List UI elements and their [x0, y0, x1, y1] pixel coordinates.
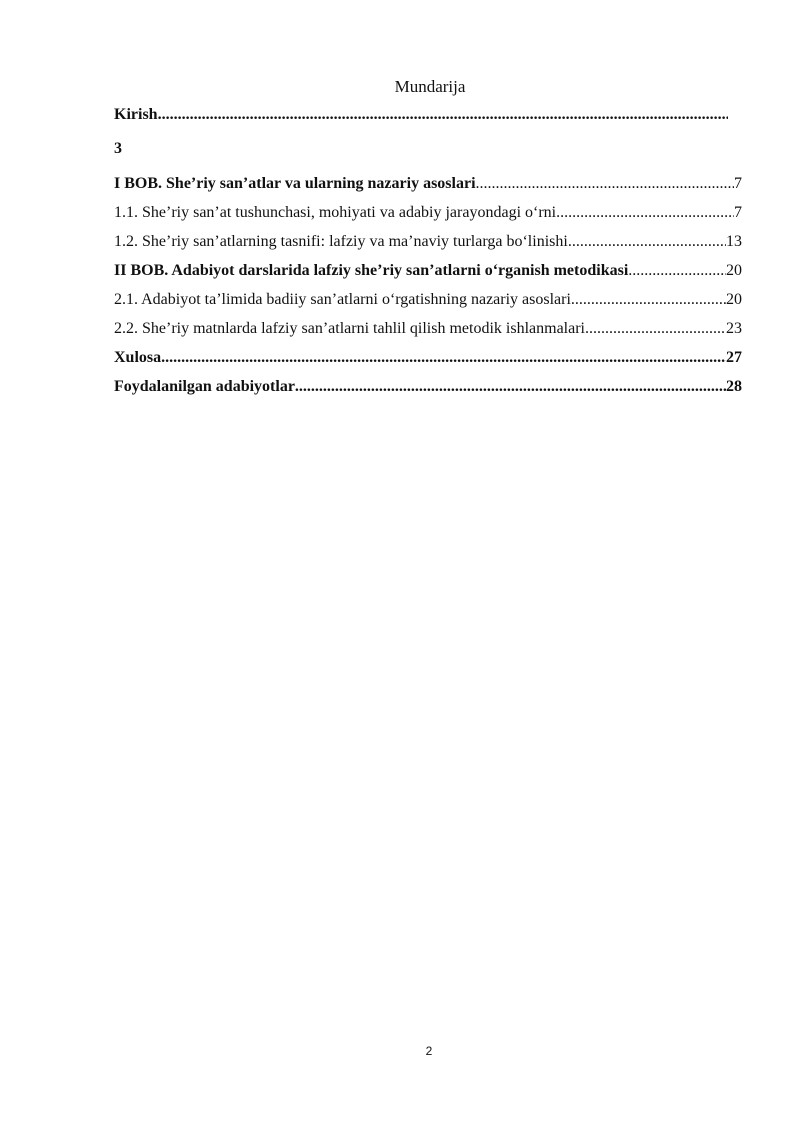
toc-entry-section-1-2	[114, 227, 742, 256]
toc-entry-page: 13	[726, 233, 742, 250]
toc-entry-page: 20	[726, 262, 742, 279]
toc-entry-page: 7	[734, 204, 742, 221]
toc-leader-dots	[295, 372, 726, 401]
toc-entry-page: 3	[114, 140, 122, 157]
toc-entry-references	[114, 372, 742, 401]
toc-entry-label: I BOB. She’riy san’atlar va ularning nazariy asoslari	[114, 175, 476, 192]
toc-entry-label: Xulosa	[114, 349, 162, 366]
toc-leader-dots	[161, 343, 726, 372]
toc-title: Mundarija	[394, 77, 466, 96]
toc-entry-xulosa	[114, 343, 742, 372]
toc-leader-dots	[568, 227, 726, 256]
toc-entry-label: 2.2. She’riy matnlarda lafziy san’atlarni tahlil qilish metodik ishlanmalari	[114, 320, 585, 337]
toc-leader-dots	[158, 100, 728, 129]
toc-entry-page: 23	[726, 320, 742, 337]
toc-entry-chapter-1	[114, 169, 742, 198]
toc-entry-label: 1.2. She’riy san’atlarning tasnifi: lafziy va ma’naviy turlarga bo‘linishi	[114, 233, 568, 250]
toc-entry-label: 1.1. She’riy san’at tushunchasi, mohiyati va adabiy jarayondagi o‘rni	[114, 204, 557, 221]
toc-entry-page: 7	[734, 175, 742, 192]
toc-entry-label: 2.1. Adabiyot ta’limida badiiy san’atlarni o‘rgatishning nazariy asoslari	[114, 291, 571, 308]
toc-entry-section-1-1	[114, 198, 742, 227]
toc-entry-kirish-page	[114, 129, 742, 169]
toc-entry-page: 27	[726, 349, 742, 366]
toc-leader-dots	[585, 314, 726, 343]
toc-entry-section-2-2	[114, 314, 742, 343]
toc-entry-label: Foydalanilgan adabiyotlar	[114, 378, 295, 395]
toc-leader-dots	[556, 198, 734, 227]
toc-entry-chapter-2	[114, 256, 742, 285]
toc-leader-dots	[476, 169, 734, 198]
toc-entry-label: II BOB. Adabiyot darslarida lafziy she’riy san’atlarni o‘rganish metodikasi	[114, 262, 629, 279]
page-number: 2	[425, 1044, 433, 1058]
toc-entry-page: 28	[726, 378, 742, 395]
toc-entry-kirish	[114, 100, 728, 129]
toc-entry-label: Kirish	[114, 106, 158, 123]
table-of-contents	[114, 100, 742, 401]
toc-leader-dots	[628, 256, 726, 285]
toc-entry-page: 20	[726, 291, 742, 308]
toc-entry-section-2-1	[114, 285, 742, 314]
toc-leader-dots	[571, 285, 726, 314]
